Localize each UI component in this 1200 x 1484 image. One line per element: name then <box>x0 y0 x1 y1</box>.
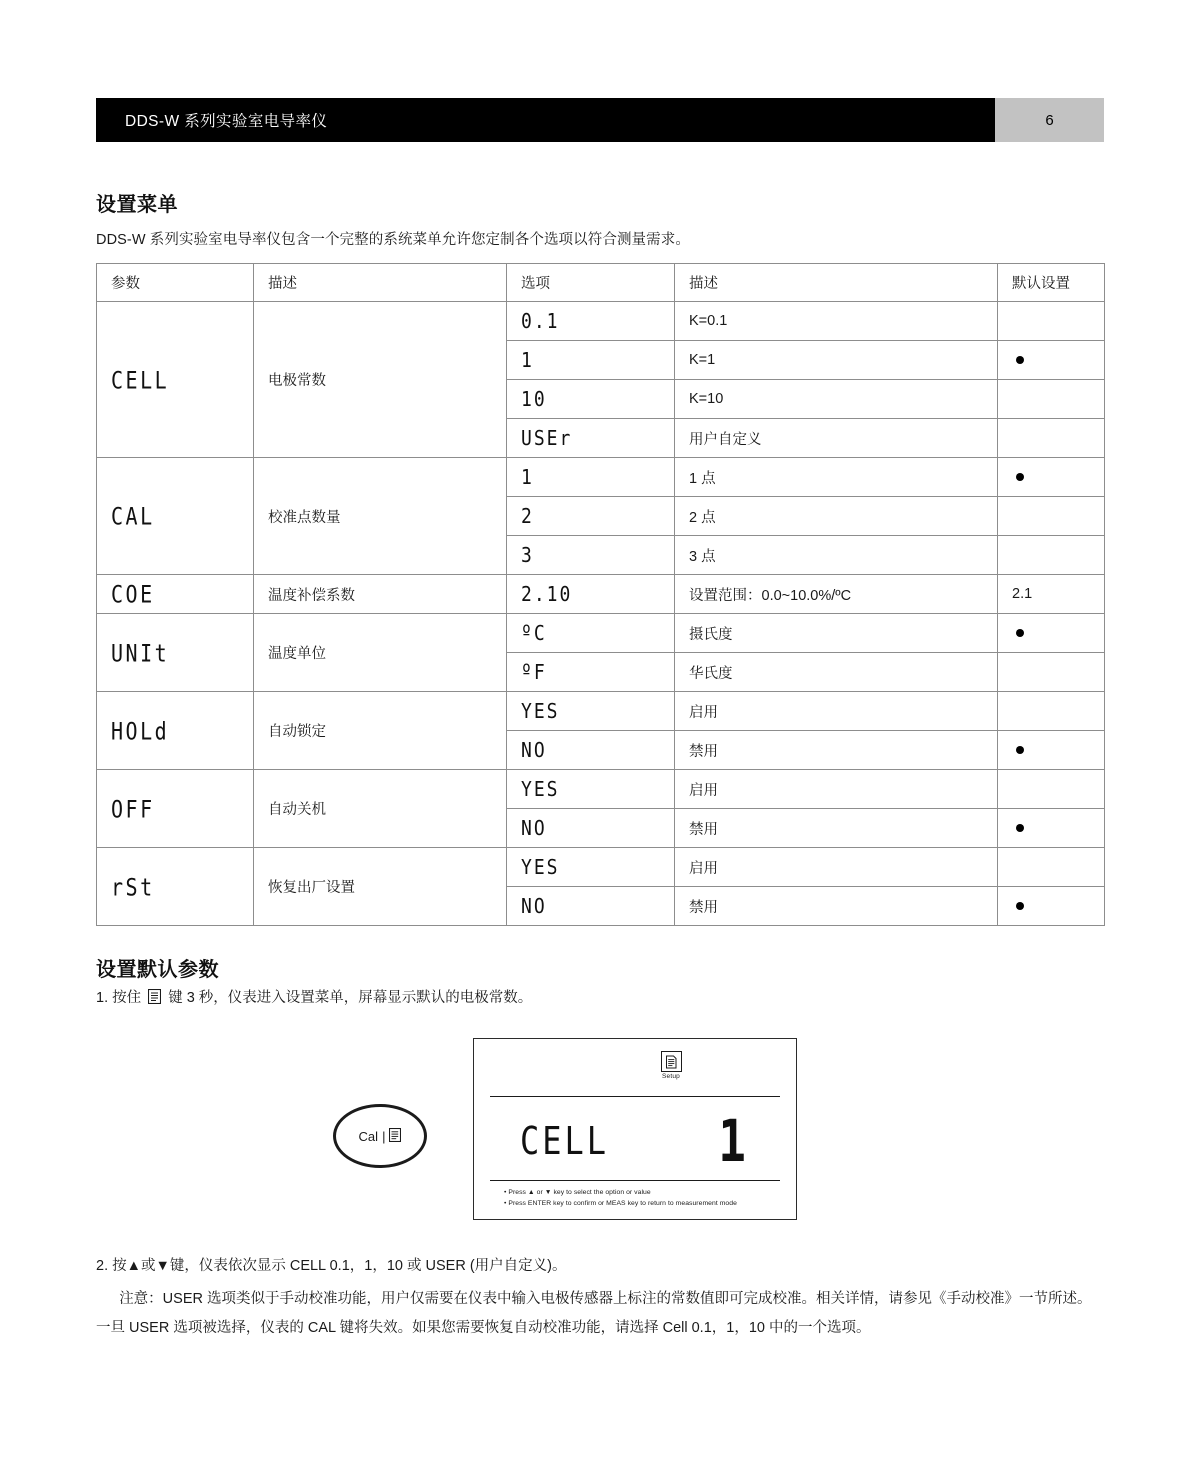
option-code: NO <box>521 815 547 841</box>
option-code: ºF <box>521 659 547 685</box>
parameter-description-cell: 校准点数量 <box>254 458 507 575</box>
parameter-code: CELL <box>111 365 170 394</box>
parameter-cell <box>97 575 254 614</box>
settings-menu-table <box>96 263 1105 926</box>
default-marker-dot <box>1016 824 1024 832</box>
option-cell <box>507 380 675 419</box>
default-cell <box>998 887 1105 926</box>
option-cell <box>507 497 675 536</box>
lcd-parameter-text: CELL <box>520 1118 610 1164</box>
parameter-cell <box>97 302 254 458</box>
option-cell <box>507 653 675 692</box>
option-code: YES <box>521 776 560 802</box>
setup-document-icon <box>389 1128 401 1145</box>
option-description-cell: K=1 <box>675 341 998 380</box>
default-cell <box>998 809 1105 848</box>
option-description-cell: 用户自定义 <box>675 419 998 458</box>
page-number-box <box>995 98 1104 142</box>
column-header-option: 选项 <box>507 264 675 302</box>
table-row <box>97 692 1105 731</box>
option-code: 0.1 <box>521 308 560 334</box>
lcd-note-line-1: • Press ▲ or ▼ key to select the option or value <box>504 1189 651 1196</box>
step-2: 2. 按▲或▼键，仪表依次显示 CELL 0.1，1，10 或 USER (用户自定义)。 <box>96 1258 567 1274</box>
default-marker-dot <box>1016 473 1024 481</box>
option-description-cell: 3 点 <box>675 536 998 575</box>
option-code: NO <box>521 893 547 919</box>
step-1-text-start: 1. 按住 <box>96 990 142 1006</box>
settings-menu-intro: DDS-W 系列实验室电导率仪包含一个完整的系统菜单允许您定制各个选项以符合测量需求。 <box>96 232 690 248</box>
parameter-code: CAL <box>111 501 155 531</box>
option-description-cell: 华氏度 <box>675 653 998 692</box>
lcd-display-figure <box>473 1038 797 1220</box>
section-heading-default-parameters: 设置默认参数 <box>96 959 219 981</box>
column-header-parameter: 参数 <box>97 264 254 302</box>
lcd-setup-label: Setup <box>662 1073 680 1080</box>
page-number: 6 <box>1045 111 1054 129</box>
parameter-code: COE <box>111 579 155 609</box>
option-description-cell: 1 点 <box>675 458 998 497</box>
option-cell <box>507 770 675 809</box>
option-cell <box>507 887 675 926</box>
option-description-cell: K=10 <box>675 380 998 419</box>
option-cell <box>507 302 675 341</box>
default-cell <box>998 692 1105 731</box>
table-header-row <box>97 264 1105 302</box>
parameter-cell <box>97 848 254 926</box>
parameter-code: HOLd <box>111 716 170 745</box>
parameter-description-cell: 电极常数 <box>254 302 507 458</box>
default-cell <box>998 848 1105 887</box>
table-row <box>97 302 1105 341</box>
parameter-description-cell: 恢复出厂设置 <box>254 848 507 926</box>
table-row <box>97 575 1105 614</box>
cal-key-label: Cal <box>358 1128 379 1144</box>
default-cell <box>998 653 1105 692</box>
default-cell <box>998 458 1105 497</box>
parameter-cell <box>97 614 254 692</box>
option-code: 1 <box>521 464 534 490</box>
parameter-description-cell: 温度补偿系数 <box>254 575 507 614</box>
default-cell <box>998 341 1105 380</box>
option-code: 1 <box>521 347 534 373</box>
settings-menu-table-wrap <box>96 263 1104 926</box>
lcd-instruction-notes <box>504 1187 737 1209</box>
column-header-description: 描述 <box>254 264 507 302</box>
option-code: 10 <box>521 386 547 412</box>
option-description-cell: 启用 <box>675 692 998 731</box>
option-code: USEr <box>521 425 573 451</box>
lcd-divider-top <box>490 1096 780 1097</box>
parameter-description-cell: 温度单位 <box>254 614 507 692</box>
table-row <box>97 458 1105 497</box>
default-cell <box>998 419 1105 458</box>
option-cell <box>507 341 675 380</box>
option-cell <box>507 419 675 458</box>
lcd-setup-indicator <box>661 1051 682 1080</box>
option-cell <box>507 575 675 614</box>
default-cell <box>998 536 1105 575</box>
option-description-cell: 启用 <box>675 848 998 887</box>
parameter-code: rSt <box>111 872 155 901</box>
default-cell <box>998 380 1105 419</box>
default-cell <box>998 497 1105 536</box>
option-cell <box>507 848 675 887</box>
lcd-note-line-2: • Press ENTER key to confirm or MEAS key to return to measurement mode <box>504 1200 737 1208</box>
setup-document-icon <box>148 986 161 1014</box>
default-cell: 2.1 <box>998 575 1105 614</box>
parameter-cell <box>97 458 254 575</box>
lcd-main-readout <box>490 1103 780 1179</box>
option-code: YES <box>521 854 560 880</box>
option-description-cell: 设置范围：0.0~10.0%/ºC <box>675 575 998 614</box>
step-1 <box>96 984 532 1014</box>
option-code: YES <box>521 698 560 724</box>
header-title-bar <box>96 98 995 142</box>
option-cell <box>507 614 675 653</box>
option-description-cell: 2 点 <box>675 497 998 536</box>
section-heading-settings-menu: 设置菜单 <box>96 194 178 216</box>
option-cell <box>507 458 675 497</box>
step-1-text-end: 键 3 秒，仪表进入设置菜单，屏幕显示默认的电极常数。 <box>168 990 533 1006</box>
option-cell <box>507 731 675 770</box>
column-header-default: 默认设置 <box>998 264 1105 302</box>
option-description-cell: 禁用 <box>675 887 998 926</box>
parameter-description-cell: 自动锁定 <box>254 692 507 770</box>
lcd-value-text: 1 <box>718 1107 746 1175</box>
default-marker-dot <box>1016 902 1024 910</box>
option-description-cell: 启用 <box>675 770 998 809</box>
parameter-description-cell: 自动关机 <box>254 770 507 848</box>
document-title: DDS-W 系列实验室电导率仪 <box>125 113 328 130</box>
table-row <box>97 614 1105 653</box>
option-description-cell: 摄氏度 <box>675 614 998 653</box>
parameter-code: UNIt <box>111 638 170 667</box>
step-2-note: 注意：USER 选项类似于手动校准功能，用户仅需要在仪表中输入电极传感器上标注的常数值即可完成校准。相关详情，请参见《手动校准》一节所述。一旦 USER 选项被选择，仪表的 CAL 键将失效。如果您需要恢复自动校准功能，请选择 Cell 0.1，1，10 中的一个选项。 <box>96 1291 1092 1336</box>
parameter-cell <box>97 770 254 848</box>
option-code: 3 <box>521 542 534 568</box>
settings-menu-body <box>97 302 1105 926</box>
option-cell <box>507 809 675 848</box>
option-code: ºC <box>521 620 547 646</box>
cal-setup-key[interactable] <box>333 1104 427 1168</box>
option-code: NO <box>521 737 547 763</box>
option-description-cell: 禁用 <box>675 731 998 770</box>
parameter-code: OFF <box>111 794 155 823</box>
default-marker-dot <box>1016 746 1024 754</box>
option-code: 2 <box>521 503 534 529</box>
table-row <box>97 770 1105 809</box>
column-header-option-description: 描述 <box>675 264 998 302</box>
cal-key-separator: | <box>382 1128 386 1144</box>
table-row <box>97 848 1105 887</box>
parameter-cell <box>97 692 254 770</box>
option-cell <box>507 536 675 575</box>
default-marker-dot <box>1016 629 1024 637</box>
default-cell <box>998 614 1105 653</box>
default-cell <box>998 302 1105 341</box>
default-marker-dot <box>1016 356 1024 364</box>
option-description-cell: K=0.1 <box>675 302 998 341</box>
option-code: 2.10 <box>521 581 573 607</box>
default-cell <box>998 770 1105 809</box>
option-cell <box>507 692 675 731</box>
option-description-cell: 禁用 <box>675 809 998 848</box>
default-cell <box>998 731 1105 770</box>
lcd-divider-bottom <box>490 1180 780 1181</box>
lcd-indicator-row <box>474 1051 796 1080</box>
page-header <box>96 98 1104 142</box>
setup-document-icon <box>661 1051 682 1072</box>
